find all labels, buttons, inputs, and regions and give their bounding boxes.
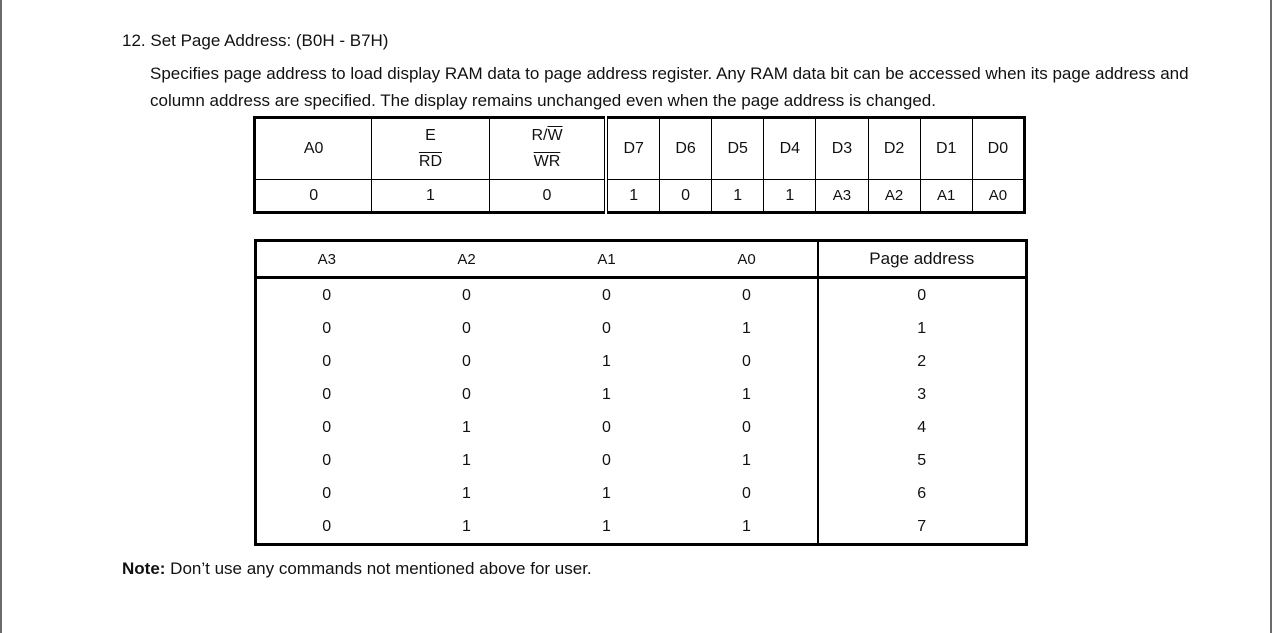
header-rw: $R/\overline{W}$ [531, 127, 563, 144]
cell-a3: 0 [322, 385, 332, 403]
table-row [256, 510, 1027, 545]
cell-page-address: 1 [818, 312, 1027, 345]
cell-a3: 0 [322, 517, 332, 535]
page-address-table [254, 239, 1028, 546]
cell-a2: 1 [462, 418, 471, 436]
table-row [256, 411, 1027, 444]
value-a0: 0 [255, 180, 372, 213]
cell-a2: 0 [462, 352, 471, 370]
header-d7: D7 [606, 118, 659, 180]
cell-a2: 1 [462, 517, 471, 535]
table-row [256, 477, 1027, 510]
header-e: E [425, 127, 436, 144]
cell-a0: 1 [742, 319, 751, 337]
header-a0: A0 [255, 118, 372, 180]
header-d4: D4 [764, 118, 816, 180]
cell-page-address: 3 [818, 378, 1027, 411]
value-e-rd: 1 [372, 180, 489, 213]
cell-a0: 1 [742, 517, 751, 535]
cell-a1: 1 [602, 352, 611, 370]
value-d0: A0 [972, 180, 1024, 213]
header-d6: D6 [660, 118, 712, 180]
page-table-header-row [256, 241, 1027, 278]
note-label: Note: [122, 559, 166, 578]
cell-a0: 0 [742, 286, 751, 304]
table-row [256, 345, 1027, 378]
cell-page-address: 7 [818, 510, 1027, 545]
cell-a3: 0 [322, 319, 332, 337]
cell-page-address: 2 [818, 345, 1027, 378]
cell-page-address: 0 [818, 278, 1027, 313]
cell-a2: 0 [462, 286, 471, 304]
cell-a3: 0 [322, 418, 332, 436]
command-header-row [255, 118, 1025, 180]
cell-a1: 1 [602, 385, 611, 403]
value-d2: A2 [868, 180, 920, 213]
header-a1: A1 [537, 241, 677, 278]
cell-a2: 1 [462, 451, 471, 469]
header-d0: D0 [972, 118, 1024, 180]
cell-page-address: 4 [818, 411, 1027, 444]
cell-a1: 0 [602, 418, 611, 436]
cell-a2: 0 [462, 385, 471, 403]
header-wr: WR [533, 153, 561, 170]
header-d1: D1 [920, 118, 972, 180]
section-heading: 12. Set Page Address: (B0H - B7H) [122, 31, 389, 50]
header-a0-bit: A0 [677, 241, 818, 278]
cell-page-address: 5 [818, 444, 1027, 477]
cell-a0: 0 [742, 418, 751, 436]
cell-a1: 1 [602, 517, 611, 535]
command-table [253, 116, 1026, 214]
note-text [122, 559, 592, 579]
header-rd: RD [418, 153, 442, 170]
header-a2: A2 [397, 241, 537, 278]
cell-a1: 0 [602, 286, 611, 304]
cell-a1: 1 [602, 484, 611, 502]
header-rw-wr [489, 118, 606, 180]
header-e-rd [372, 118, 489, 180]
cell-a0: 1 [742, 385, 751, 403]
cell-a2: 1 [462, 484, 471, 502]
value-d6: 0 [660, 180, 712, 213]
cell-a3: 0 [322, 352, 332, 370]
header-d2: D2 [868, 118, 920, 180]
cell-a3: 0 [322, 484, 332, 502]
cell-a1: 0 [602, 319, 611, 337]
note-body: Don’t use any commands not mentioned above for user. [165, 559, 592, 578]
header-d5: D5 [712, 118, 764, 180]
command-value-row [255, 180, 1025, 213]
page-left-border [0, 0, 2, 633]
cell-page-address: 6 [818, 477, 1027, 510]
section-description: Specifies page address to load display RAM data to page address register. Any RAM data bit can be accessed when its page address and column address are specified. The display remains unchanged even when the page address is changed. [150, 64, 1189, 110]
cell-a1: 0 [602, 451, 611, 469]
value-rw-wr: 0 [489, 180, 606, 213]
cell-a3: 0 [322, 286, 332, 304]
value-d5: 1 [712, 180, 764, 213]
cell-a3: 0 [322, 451, 332, 469]
table-row [256, 278, 1027, 313]
table-row [256, 444, 1027, 477]
header-d3: D3 [816, 118, 868, 180]
cell-a0: 0 [742, 352, 751, 370]
value-d4: 1 [764, 180, 816, 213]
table-row [256, 378, 1027, 411]
header-page-address: Page address [818, 241, 1027, 278]
cell-a0: 1 [742, 451, 751, 469]
table-row [256, 312, 1027, 345]
cell-a0: 0 [742, 484, 751, 502]
value-d3: A3 [816, 180, 868, 213]
value-d1: A1 [920, 180, 972, 213]
header-a3: A3 [256, 241, 397, 278]
value-d7: 1 [606, 180, 659, 213]
cell-a2: 0 [462, 319, 471, 337]
